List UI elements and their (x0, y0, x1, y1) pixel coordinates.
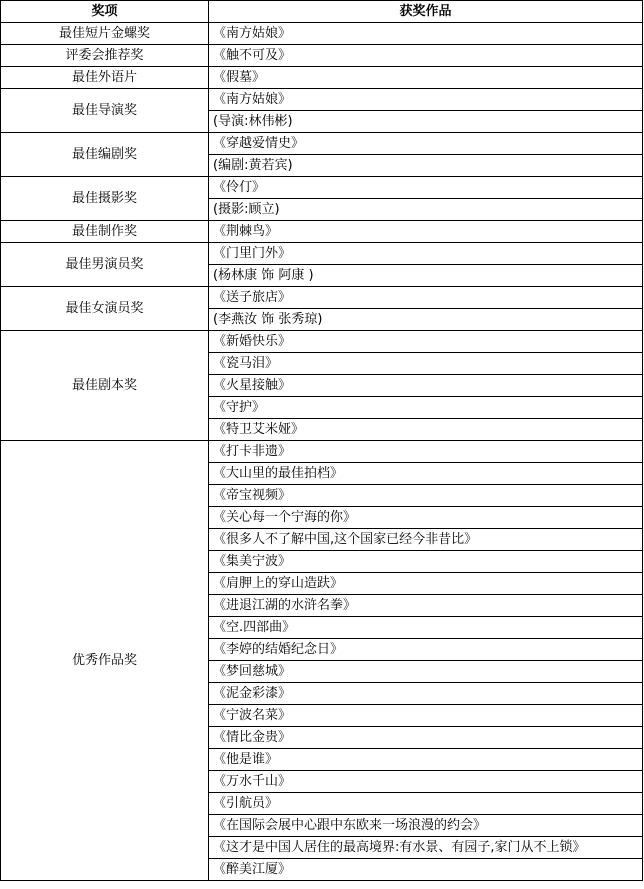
award-work: 《关心每一个宁海的你》 (209, 507, 643, 529)
award-work: 《荆棘鸟》 (209, 221, 643, 243)
award-work: 《他是谁》 (209, 749, 643, 771)
award-category: 最佳短片金螺奖 (1, 23, 209, 45)
award-category: 最佳摄影奖 (1, 177, 209, 221)
header-award: 奖项 (1, 1, 209, 23)
award-category: 优秀作品奖 (1, 441, 209, 881)
header-row (1, 1, 643, 23)
awards-body (1, 23, 643, 881)
award-work: 《宁波名菜》 (209, 705, 643, 727)
table-row (1, 331, 643, 353)
award-category: 最佳编剧奖 (1, 133, 209, 177)
award-work: 《进退江湖的水浒名拳》 (209, 595, 643, 617)
table-row (1, 45, 643, 67)
award-work: 《大山里的最佳拍档》 (209, 463, 643, 485)
award-work: 《引航员》 (209, 793, 643, 815)
award-work: 《守护》 (209, 397, 643, 419)
award-work: 《特卫艾米娅》 (209, 419, 643, 441)
award-work: 《火星接触》 (209, 375, 643, 397)
table-row (1, 243, 643, 265)
award-work: 《帝宝视频》 (209, 485, 643, 507)
award-work: 《瓷马泪》 (209, 353, 643, 375)
table-row (1, 221, 643, 243)
table-row (1, 67, 643, 89)
award-work: 《很多人不了解中国,这个国家已经今非昔比》 (209, 529, 643, 551)
award-work: 《门里门外》 (209, 243, 643, 265)
award-work: 《伶仃》 (209, 177, 643, 199)
table-row (1, 287, 643, 309)
award-work: 《送子旅店》 (209, 287, 643, 309)
award-category: 最佳女演员奖 (1, 287, 209, 331)
award-category: 最佳制作奖 (1, 221, 209, 243)
award-category: 最佳导演奖 (1, 89, 209, 133)
table-row (1, 23, 643, 45)
table-row (1, 133, 643, 155)
award-work: 《万水千山》 (209, 771, 643, 793)
award-work: 《梦回慈城》 (209, 661, 643, 683)
award-work: 《情比金贵》 (209, 727, 643, 749)
award-category: 最佳剧本奖 (1, 331, 209, 441)
award-work: (杨林康 饰 阿康 ) (209, 265, 643, 287)
table-row (1, 89, 643, 111)
award-work: 《肩胛上的穿山造趺》 (209, 573, 643, 595)
award-work: (导演:林伟彬) (209, 111, 643, 133)
award-work: 《打卡非遗》 (209, 441, 643, 463)
award-work: 《集美宁波》 (209, 551, 643, 573)
award-work: 《醉美江厦》 (209, 859, 643, 881)
award-work: 《空.四部曲》 (209, 617, 643, 639)
award-work: 《新婚快乐》 (209, 331, 643, 353)
award-work: 《泥金彩漆》 (209, 683, 643, 705)
award-category: 最佳男演员奖 (1, 243, 209, 287)
award-work: (摄影:顾立) (209, 199, 643, 221)
table-row (1, 177, 643, 199)
table-row (1, 441, 643, 463)
award-work: 《触不可及》 (209, 45, 643, 67)
award-work: 《李婷的结婚纪念日》 (209, 639, 643, 661)
award-work: 《南方姑娘》 (209, 23, 643, 45)
award-work: 《这才是中国人居住的最高境界:有水景、有园子,家门从不上锁》 (209, 837, 643, 859)
award-category: 评委会推荐奖 (1, 45, 209, 67)
award-work: 《在国际会展中心跟中东欧来一场浪漫的约会》 (209, 815, 643, 837)
header-works: 获奖作品 (209, 1, 643, 23)
award-work: 《南方姑娘》 (209, 89, 643, 111)
award-work: 《假墓》 (209, 67, 643, 89)
award-work: (编剧:黄若宾) (209, 155, 643, 177)
award-work: 《穿越爱情史》 (209, 133, 643, 155)
award-work: (李燕汝 饰 张秀琼) (209, 309, 643, 331)
award-category: 最佳外语片 (1, 67, 209, 89)
